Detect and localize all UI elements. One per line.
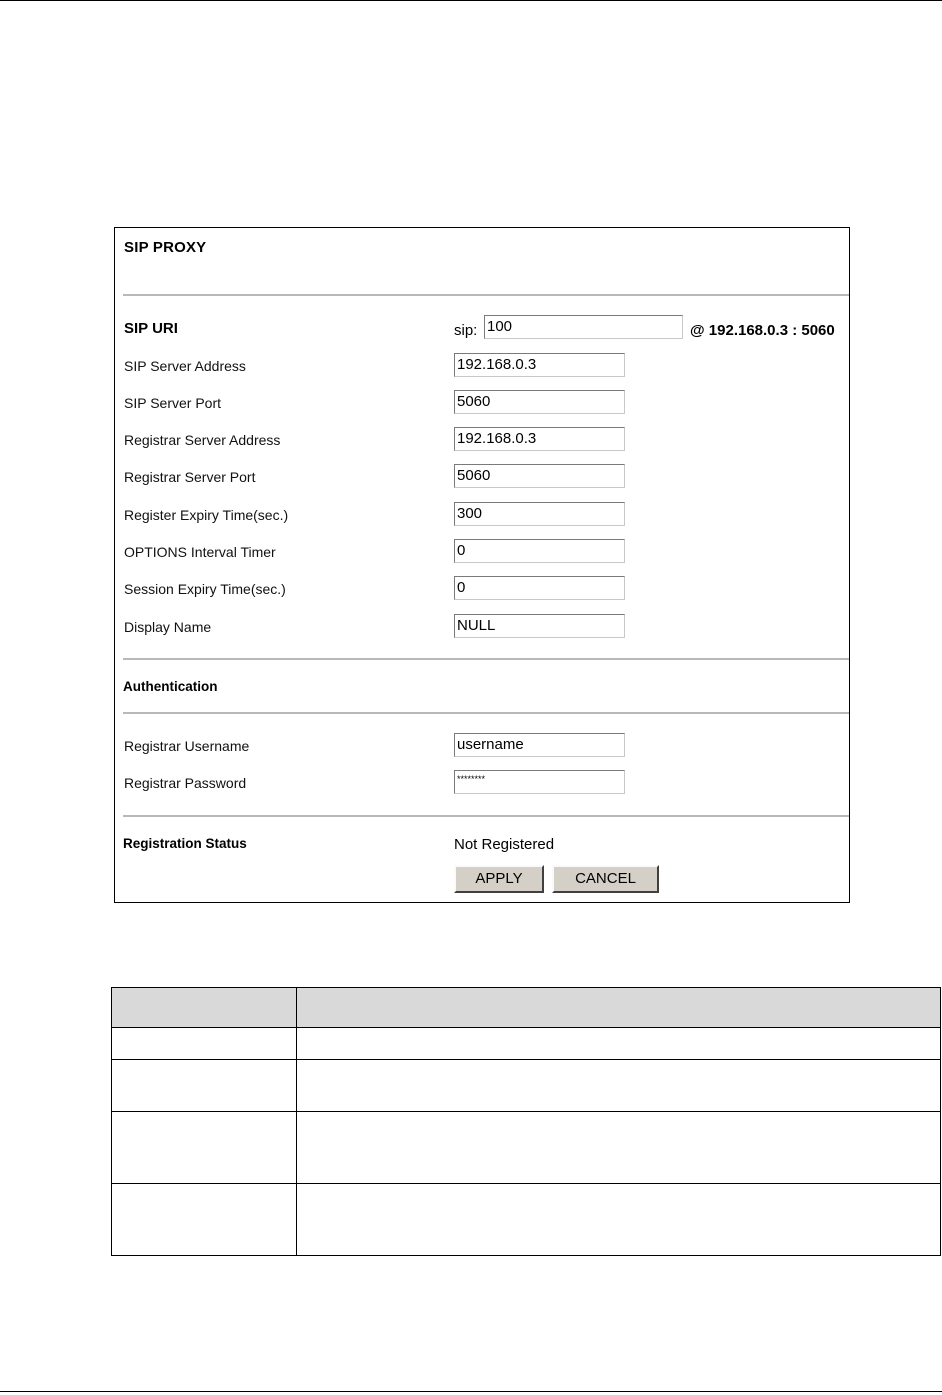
sip-server-port-input[interactable]: 5060 [454, 390, 625, 414]
table-cell [297, 1060, 941, 1112]
authentication-heading: Authentication [123, 679, 218, 694]
table-cell [297, 1184, 941, 1256]
table-cell [112, 1060, 297, 1112]
registrar-server-port-label: Registrar Server Port [124, 469, 256, 485]
register-expiry-time-label: Register Expiry Time(sec.) [124, 507, 289, 523]
registration-status-value: Not Registered [454, 836, 555, 853]
table-cell [112, 1112, 297, 1184]
sip-proxy-panel [114, 227, 850, 903]
register-expiry-time-input[interactable]: 300 [454, 502, 625, 526]
sip-server-address-input[interactable]: 192.168.0.3 [454, 353, 625, 377]
registrar-username-label: Registrar Username [124, 738, 250, 754]
table-cell [297, 1028, 941, 1060]
options-interval-timer-label: OPTIONS Interval Timer [124, 544, 276, 560]
sip-uri-input[interactable]: 100 [484, 315, 683, 339]
table-cell [112, 1028, 297, 1060]
field-description-table [111, 987, 941, 1256]
table-header-row [112, 988, 941, 1028]
table-header-cell [297, 988, 941, 1028]
registration-status-label: Registration Status [123, 836, 247, 851]
sip-server-port-label: SIP Server Port [124, 395, 222, 411]
registrar-server-address-label: Registrar Server Address [124, 432, 281, 448]
table-row [112, 1184, 941, 1256]
session-expiry-time-input[interactable]: 0 [454, 576, 625, 600]
panel-title: SIP PROXY [124, 239, 207, 256]
session-expiry-time-label: Session Expiry Time(sec.) [124, 581, 286, 597]
registrar-server-address-input[interactable]: 192.168.0.3 [454, 427, 625, 451]
options-interval-timer-input[interactable]: 0 [454, 539, 625, 563]
registrar-server-port-input[interactable]: 5060 [454, 464, 625, 488]
sip-uri-label: SIP URI [124, 320, 178, 337]
sip-uri-suffix: @ 192.168.0.3 : 5060 [690, 322, 835, 339]
registrar-password-label: Registrar Password [124, 775, 247, 791]
registrar-password-input[interactable]: ******** [454, 770, 625, 794]
table-row [112, 1112, 941, 1184]
display-name-input[interactable]: NULL [454, 614, 625, 638]
table-row [112, 1028, 941, 1060]
table-cell [112, 1184, 297, 1256]
separator [123, 815, 849, 817]
sip-server-address-label: SIP Server Address [124, 358, 246, 374]
table-cell [297, 1112, 941, 1184]
page-bottom-rule [0, 1391, 942, 1392]
separator [123, 294, 849, 296]
table-header-cell [112, 988, 297, 1028]
sip-uri-prefix: sip: [454, 322, 478, 339]
display-name-label: Display Name [124, 619, 212, 635]
separator [123, 658, 849, 660]
apply-button[interactable]: APPLY [454, 865, 544, 893]
table-row [112, 1060, 941, 1112]
cancel-button[interactable]: CANCEL [552, 865, 659, 893]
separator [123, 712, 849, 714]
registrar-username-input[interactable]: username [454, 733, 625, 757]
page-top-rule [0, 0, 942, 1]
